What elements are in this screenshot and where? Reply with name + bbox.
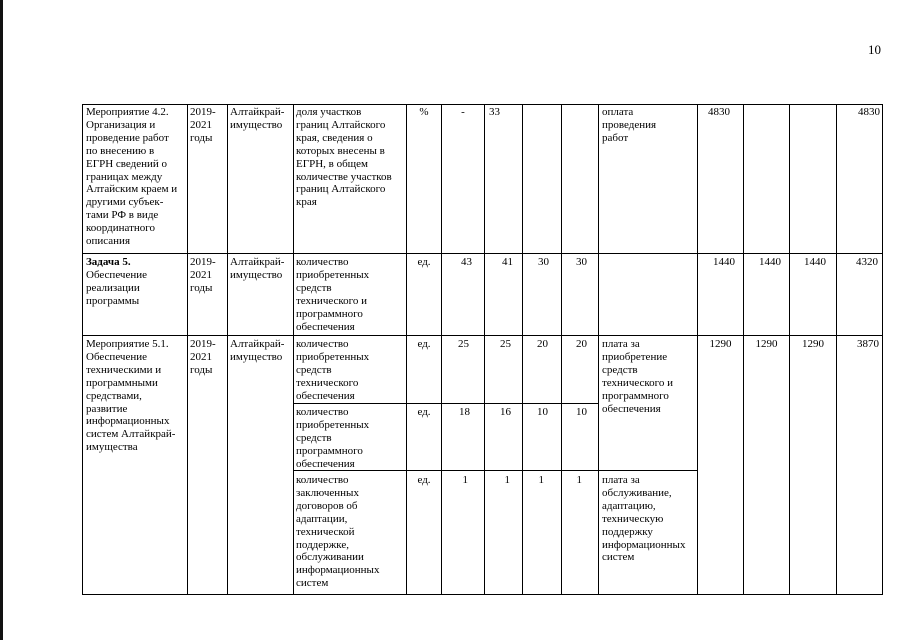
column-border	[187, 104, 188, 595]
task-text: Обеспечение реализации программы	[86, 268, 147, 307]
measure-cell: Мероприятие 5.1. Обеспечение техническими и программными средствами, развитие информационных систем Алтайкрай- имущества	[86, 338, 176, 454]
task-cell	[86, 256, 186, 308]
funding-cell: 1290	[709, 338, 732, 350]
period-cell: 2019- 2021 годы	[190, 256, 216, 294]
value-cell: 10	[537, 406, 548, 418]
total-cell: 4830	[858, 106, 880, 118]
indicator-cell: доля участков границ Алтайского края, сведения о которых внесены в ЕГРН, в общем количестве участков границ Алтайского края	[296, 106, 392, 209]
value-cell: 33	[489, 106, 500, 118]
page-left-edge	[0, 0, 3, 640]
indicator-cell: количество заключенных договоров об адаптации, технической поддержке, обслуживании информационных систем	[296, 474, 380, 590]
column-border	[882, 104, 883, 595]
total-cell: 4320	[856, 256, 878, 268]
value-cell: 43	[461, 256, 472, 268]
column-border	[293, 104, 294, 595]
executor-cell: Алтайкрай- имущество	[230, 256, 285, 281]
period-cell: 2019- 2021 годы	[190, 106, 216, 144]
indicator-cell: количество приобретенных средств технического обеспечения	[296, 338, 370, 402]
unit-cell: ед.	[417, 256, 431, 268]
expense-cell: плата за приобретение средств технического и программного обеспечения	[602, 338, 674, 415]
value-cell: 1	[576, 474, 582, 486]
row-divider	[82, 335, 883, 336]
funding-cell: 1290	[802, 338, 824, 350]
value-cell: 30	[538, 256, 549, 268]
value-cell: 20	[576, 338, 587, 350]
value-cell: 41	[502, 256, 513, 268]
page-number: 10	[868, 42, 881, 57]
table-bottom-border	[82, 594, 883, 595]
value-cell: 16	[500, 406, 511, 418]
funding-cell: 1440	[759, 256, 781, 268]
executor-cell: Алтайкрай- имущество	[230, 338, 285, 363]
funding-cell: 1440	[713, 256, 735, 268]
funding-cell: 4830	[708, 106, 730, 118]
value-cell: 30	[576, 256, 587, 268]
value-cell: 1	[504, 474, 510, 486]
column-border	[82, 104, 83, 595]
period-cell: 2019- 2021 годы	[190, 338, 216, 376]
value-cell: -	[461, 106, 465, 118]
unit-cell: ед.	[417, 338, 431, 350]
subrow-divider	[293, 403, 598, 404]
unit-cell: ед.	[417, 406, 431, 418]
row-divider	[82, 253, 883, 254]
value-cell: 20	[537, 338, 548, 350]
value-cell: 25	[458, 338, 469, 350]
indicator-cell: количество приобретенных средств технического и программного обеспечения	[296, 256, 370, 333]
indicator-cell: количество приобретенных средств программного обеспечения	[296, 406, 370, 470]
unit-cell: %	[419, 106, 429, 118]
value-cell: 1	[462, 474, 468, 486]
funding-cell: 1440	[804, 256, 826, 268]
funding-cell: 1290	[755, 338, 778, 350]
total-cell: 3870	[857, 338, 879, 350]
unit-cell: ед.	[417, 474, 431, 486]
table-top-border	[82, 104, 883, 105]
executor-cell: Алтайкрай- имущество	[230, 106, 285, 131]
value-cell: 25	[500, 338, 511, 350]
measure-cell: Мероприятие 4.2. Организация и проведение работ по внесению в ЕГРН сведений о границах между Алтайским краем и другими субъек- тами РФ в виде координатного описания	[86, 106, 178, 248]
expense-cell: плата за обслуживание, адаптацию, техническую поддержку информационных систем	[602, 474, 686, 564]
expense-cell: оплата проведения работ	[602, 106, 657, 144]
column-border	[227, 104, 228, 595]
task-label: Задача 5.	[86, 256, 131, 268]
value-cell: 10	[576, 406, 587, 418]
value-cell: 18	[459, 406, 470, 418]
column-border	[598, 104, 599, 595]
value-cell: 1	[538, 474, 544, 486]
